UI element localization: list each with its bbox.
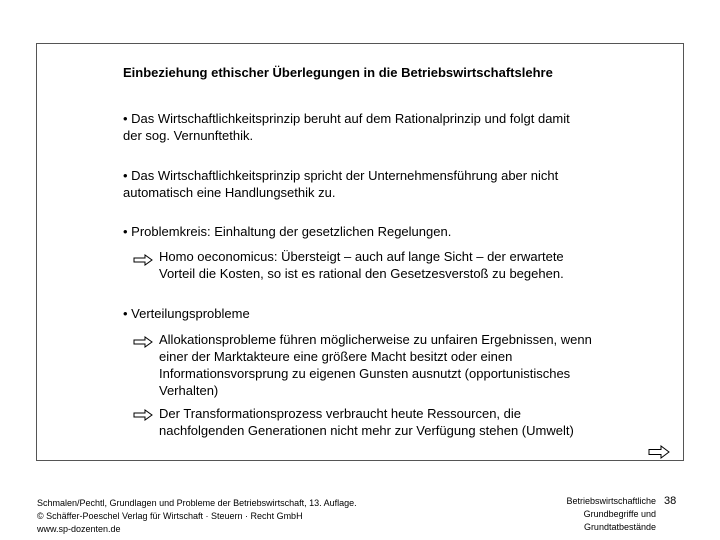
bullet-4-line-1: • Verteilungsprobleme	[123, 306, 250, 321]
footer-citation-line-3[interactable]: www.sp-dozenten.de	[37, 524, 121, 534]
bullet-1	[123, 110, 643, 144]
subpoint-3-line-2: nachfolgenden Generationen nicht mehr zur Verfügung stehen (Umwelt)	[159, 423, 574, 438]
subpoint-1	[159, 248, 639, 282]
subpoint-2-line-2: einer der Marktakteure eine größere Macht besitzt oder einen	[159, 349, 513, 364]
footer-citation-line-1: Schmalen/Pechtl, Grundlagen und Probleme der Betriebswirtschaft, 13. Auflage.	[37, 498, 357, 508]
footer-chapter-line-3: Grundtatbestände	[583, 522, 656, 532]
footer-chapter-line-1: Betriebswirtschaftliche	[566, 496, 656, 506]
slide-title: Einbeziehung ethischer Überlegungen in die Betriebswirtschaftslehre	[123, 65, 553, 80]
subpoint-2	[159, 331, 639, 399]
footer-chapter-line-2: Grundbegriffe und	[583, 509, 656, 519]
bullet-2	[123, 167, 643, 201]
footer-citation-line-2: © Schäffer-Poeschel Verlag für Wirtschaft · Steuern · Recht GmbH	[37, 511, 303, 521]
subpoint-3	[159, 405, 639, 439]
footer-chapter	[566, 495, 656, 534]
bullet-2-line-1: • Das Wirtschaftlichkeitsprinzip spricht der Unternehmensführung aber nicht	[123, 168, 559, 183]
bullet-3	[123, 223, 643, 240]
bullet-1-line-1: • Das Wirtschaftlichkeitsprinzip beruht auf dem Rationalprinzip und folgt damit	[123, 111, 570, 126]
bullet-2-line-2: automatisch eine Handlungsethik zu.	[123, 185, 336, 200]
bullet-4	[123, 305, 643, 322]
subpoint-2-line-1: Allokationsprobleme führen möglicherweise zu unfairen Ergebnissen, wenn	[159, 332, 592, 347]
subpoint-1-line-2: Vorteil die Kosten, so ist es rational den Gesetzesverstoß zu begehen.	[159, 266, 564, 281]
footer-citation	[37, 497, 357, 536]
bullet-3-line-1: • Problemkreis: Einhaltung der gesetzlichen Regelungen.	[123, 224, 452, 239]
next-slide-arrow-icon[interactable]	[648, 445, 670, 459]
subpoint-3-line-1: Der Transformationsprozess verbraucht heute Ressourcen, die	[159, 406, 522, 421]
subpoint-2-line-4: Verhalten)	[159, 383, 219, 398]
right-arrow-icon	[133, 336, 153, 348]
page-number: 38	[664, 495, 677, 507]
right-arrow-icon	[133, 254, 153, 266]
right-arrow-icon	[133, 409, 153, 421]
subpoint-2-line-3: Informationsvorsprung zu eigenen Gunsten ausnutzt (opportunistisches	[159, 366, 571, 381]
subpoint-1-line-1: Homo oeconomicus: Übersteigt – auch auf lange Sicht – der erwartete	[159, 249, 564, 264]
bullet-1-line-2: der sog. Vernunftethik.	[123, 128, 254, 143]
